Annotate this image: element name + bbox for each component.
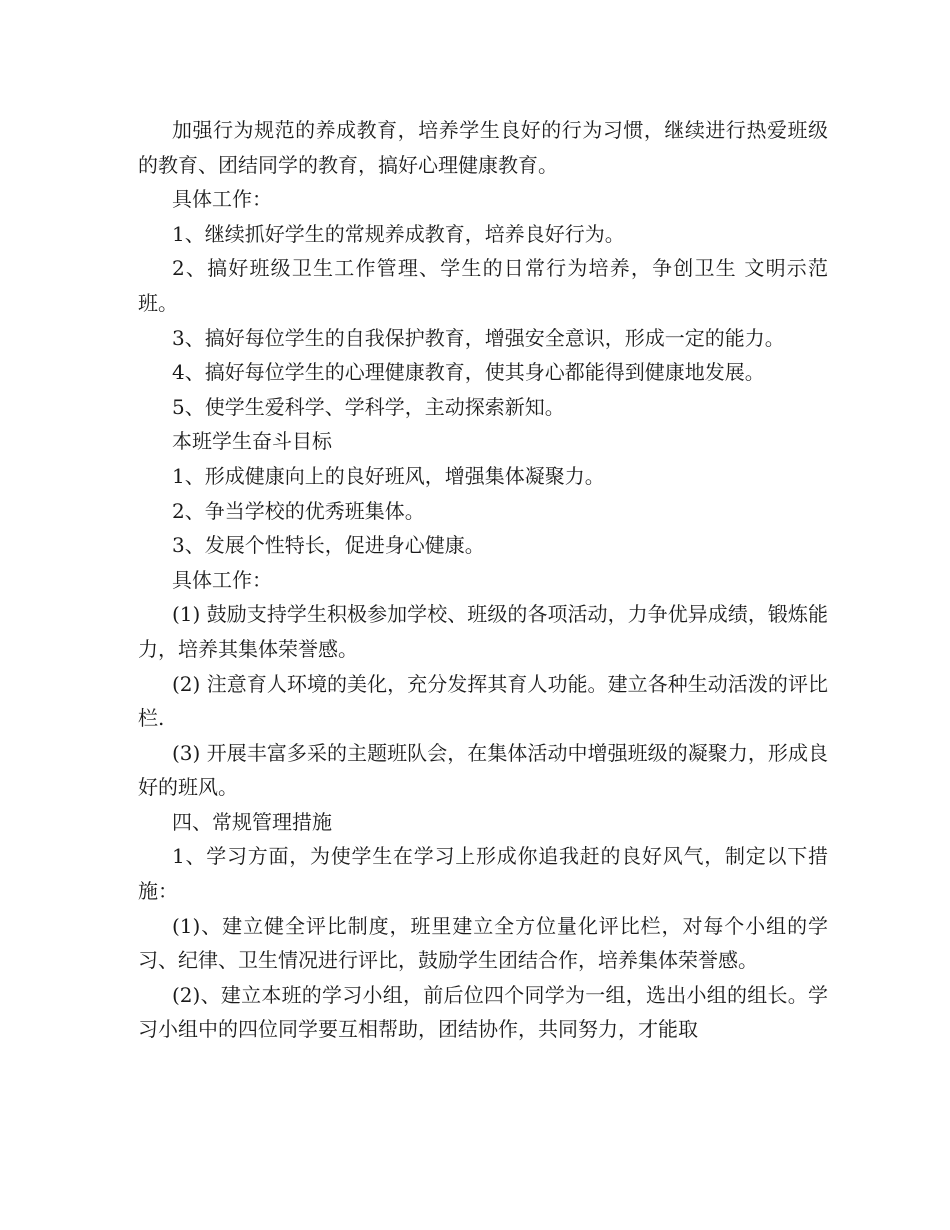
- paragraph: 3、发展个性特长，促进身心健康。: [172, 533, 485, 558]
- paragraph: 3、搞好每位学生的自我保护教育，增强安全意识，形成一定的能力。: [172, 325, 785, 350]
- paragraph: (1)、建立健全评比制度，班里建立全方位量化评比栏，对每个小组的学习、纪律、卫生情况进行评比，鼓励学生团结合作，培养集体荣誉感。: [138, 913, 828, 973]
- section-heading: 本班学生奋斗目标: [172, 429, 332, 454]
- paragraph: 5、使学生爱科学、学科学，主动探索新知。: [172, 394, 565, 419]
- document-body: [138, 113, 828, 1047]
- paragraph: (1) 鼓励支持学生积极参加学校、班级的各项活动，力争优异成绩，锻炼能力，培养其集体荣誉感。: [138, 602, 828, 661]
- paragraph: (2) 注意育人环境的美化，充分发挥其育人功能。建立各种生动活泼的评比栏.: [138, 671, 828, 731]
- section-heading: 四、常规管理措施: [172, 809, 332, 834]
- paragraph: 具体工作：: [172, 187, 272, 212]
- paragraph: 加强行为规范的养成教育，培养学生良好的行为习惯，继续进行热爱班级的教育、团结同学的教育，搞好心理健康教育。: [138, 118, 828, 177]
- paragraph: 1、继续抓好学生的常规养成教育，培养良好行为。: [172, 221, 625, 246]
- paragraph: 2、搞好班级卫生工作管理、学生的日常行为培养，争创卫生 文明示范班。: [138, 256, 828, 315]
- paragraph: 4、搞好每位学生的心理健康教育，使其身心都能得到健康地发展。: [172, 360, 765, 385]
- paragraph: 1、形成健康向上的良好班风，增强集体凝聚力。: [172, 463, 605, 488]
- paragraph: (3) 开展丰富多采的主题班队会，在集体活动中增强班级的凝聚力，形成良好的班风。: [138, 740, 828, 800]
- paragraph: 2、争当学校的优秀班集体。: [172, 498, 425, 523]
- paragraph: 具体工作：: [172, 567, 272, 592]
- paragraph: 1、学习方面，为使学生在学习上形成你追我赶的良好风气，制定以下措施：: [138, 844, 828, 904]
- paragraph: (2)、建立本班的学习小组，前后位四个同学为一组，选出小组的组长。学习小组中的四位同学要互相帮助，团结协作，共同努力，才能取: [138, 982, 828, 1042]
